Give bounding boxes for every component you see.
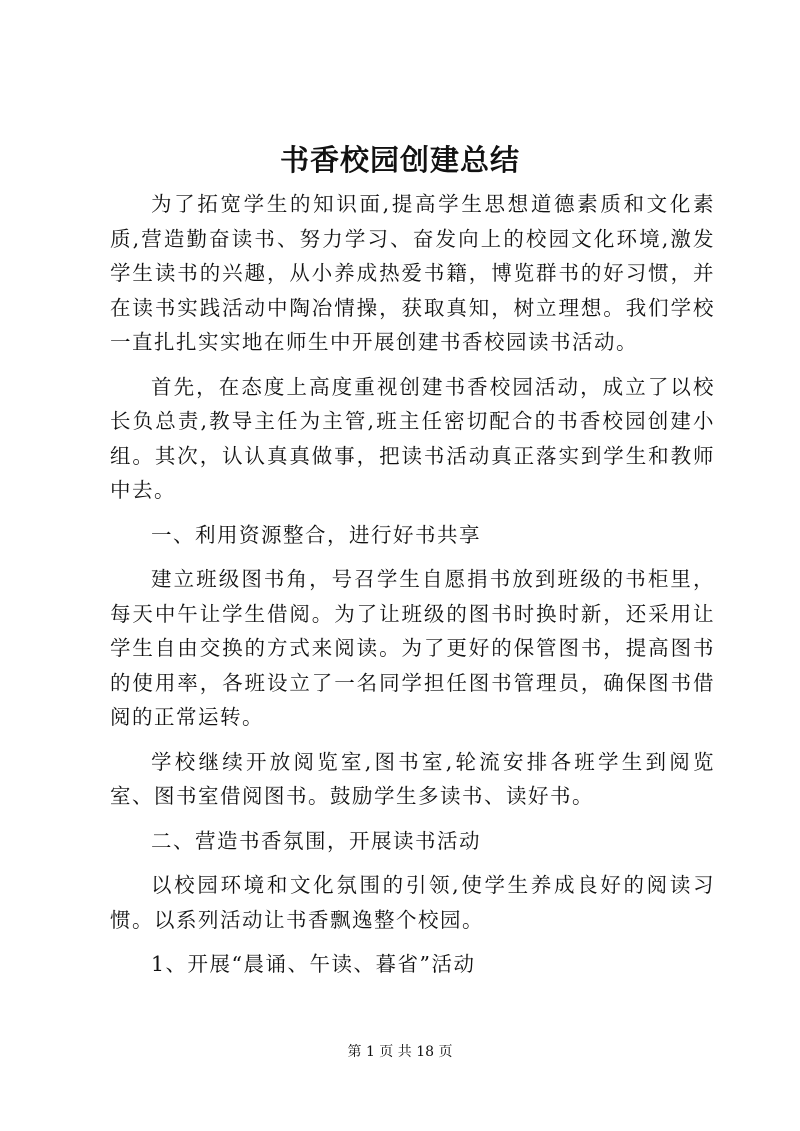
paragraph: 建立班级图书角，号召学生自愿捐书放到班级的书柜里，每天中午让学生借阅。为了让班级的图书时换时新，还采用让学生自由交换的方式来阅读。为了更好的保管图书，提高图书的使用率，各班设立了一名同学担任图书管理员，确保图书借阅的正常运转。 <box>110 567 715 729</box>
subsection-heading: 1、开展“晨诵、午读、暮省”活动 <box>151 952 476 976</box>
paragraph: 为了拓宽学生的知识面,提高学生思想道德素质和文化素质,营造勤奋读书、努力学习、奋发向上的校园文化环境,激发学生读书的兴趣，从小养成热爱书籍，博览群书的好习惯，并在读书实践活动中陶冶情操，获取真知，树立理想。我们学校一直扎扎实实地在师生中开展创建书香校园读书活动。 <box>110 192 715 354</box>
paragraph: 学校继续开放阅览室,图书室,轮流安排各班学生到阅览室、图书室借阅图书。鼓励学生多读书、读好书。 <box>110 749 715 808</box>
document-title: 书香校园创建总结 <box>279 143 520 177</box>
document-body <box>110 187 715 992</box>
paragraph: 首先，在态度上高度重视创建书香校园活动，成立了以校长负总责,教导主任为主管,班主任密切配合的书香校园创建小组。其次，认认真真做事，把读书活动真正落实到学生和教师中去。 <box>110 374 715 502</box>
section-heading: 二、营造书香氛围，开展读书活动 <box>151 828 481 853</box>
paragraph: 以校园环境和文化氛围的引领,使学生养成良好的阅读习惯。以系列活动让书香飘逸整个校园。 <box>110 873 715 932</box>
page-number-footer: 第 1 页 共 18 页 <box>347 1044 453 1060</box>
section-heading: 一、利用资源整合，进行好书共享 <box>151 522 481 547</box>
